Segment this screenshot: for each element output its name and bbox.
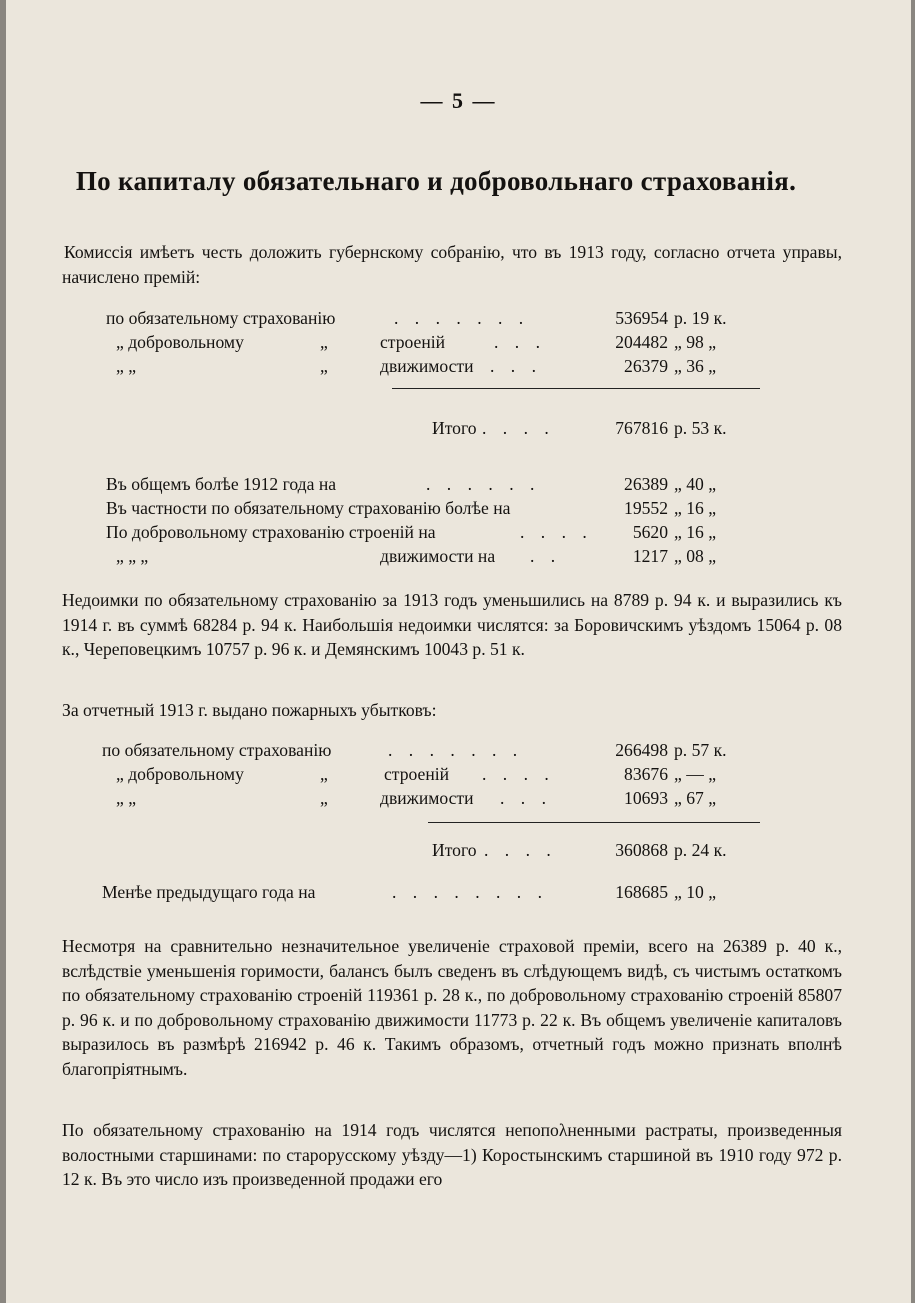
premium-amount: 204482 [615, 332, 668, 352]
premium-row [62, 308, 842, 332]
premium-total-row [62, 418, 842, 442]
comparison-amount: 5620 [632, 522, 668, 542]
comparison-amount: 19552 [624, 498, 668, 518]
total-unit: р. 53 к. [674, 418, 727, 438]
comparison-extra: движимости на [380, 546, 496, 566]
page-number: — 5 — [420, 88, 497, 113]
losses-label: по обязательному страхованію [102, 740, 332, 760]
losses-label: „ добровольному [116, 764, 244, 784]
losses-extra: строеній [384, 764, 450, 784]
total-dots: . . . . [482, 418, 555, 438]
premium-label: „ „ [116, 356, 137, 376]
total-label: Итого [432, 418, 477, 438]
final-text: По обязательному страхованію на 1914 годъ числятся непопολненными растраты, произведенныя волостными старшинами: по старорусскому уѣзду—1) Коростынскимъ старшиной въ 1910 году 972 р. 12 к. Въ это число изъ произведенной продажи его [62, 1120, 842, 1189]
total-amount: 360868 [615, 840, 668, 860]
losses-amount: 83676 [624, 764, 668, 784]
losses-unit: „ 67 „ [674, 788, 717, 808]
less-than-row [62, 882, 842, 906]
balance-paragraph [62, 934, 842, 1081]
premium-ditto: „ [320, 356, 328, 376]
total-label: Итого [432, 840, 477, 860]
premium-unit: „ 36 „ [674, 356, 717, 376]
comparison-amount: 1217 [632, 546, 668, 566]
losses-extra: движимости [380, 788, 474, 808]
losses-ditto: „ [320, 764, 328, 784]
premium-amount: 536954 [615, 308, 668, 328]
losses-row [62, 740, 842, 764]
comparison-label: Въ общемъ болѣе 1912 года на [106, 474, 337, 494]
losses-label: „ „ [116, 788, 137, 808]
comparison-dots: . . [530, 546, 562, 566]
comparison-amount: 26389 [624, 474, 668, 494]
total-unit: р. 24 к. [674, 840, 727, 860]
less-than-dots: . . . . . . . . [392, 882, 548, 902]
premium-row [62, 332, 842, 356]
intro-paragraph [62, 240, 842, 289]
losses-amount: 266498 [615, 740, 668, 760]
sum-rule [428, 822, 760, 823]
losses-amount: 10693 [624, 788, 668, 808]
comparison-row [62, 546, 842, 570]
losses-unit: р. 57 к. [674, 740, 727, 760]
premium-ditto: „ [320, 332, 328, 352]
premium-unit: „ 98 „ [674, 332, 717, 352]
premium-unit: р. 19 к. [674, 308, 727, 328]
losses-row [62, 788, 842, 812]
losses-total-row [62, 840, 842, 864]
arrears-text: Недоимки по обязательному страхованію за 1913 годъ уменьшились на 8789 р. 94 к. и выразились къ 1914 г. въ суммѣ 68284 р. 94 к. Наибольшія недоимки числятся: за Боровичскимъ уѣздомъ 15064 р. 08 к., Череповецкимъ 10757 р. 96 к. и Демянскимъ 10043 р. 51 к. [62, 590, 842, 659]
comparison-unit: „ 16 „ [674, 498, 717, 518]
arrears-paragraph [62, 588, 842, 662]
comparison-label: Въ частности по обязательному страхованію болѣе на [106, 498, 511, 518]
losses-row [62, 764, 842, 788]
losses-dots: . . . . . . . [388, 740, 524, 760]
less-than-label: Менѣе предыдущаго года на [102, 882, 316, 902]
comparison-dots: . . . . . . [426, 474, 541, 494]
comparison-label: По добровольному страхованію строеній на [106, 522, 436, 542]
premium-dots: . . . . . . . [394, 308, 530, 328]
total-amount: 767816 [615, 418, 668, 438]
comparison-unit: „ 16 „ [674, 522, 717, 542]
comparison-row [62, 474, 842, 498]
less-than-unit: „ 10 „ [674, 882, 717, 902]
section-heading: По капиталу обязательнаго и добровольнаго страхованія. [75, 166, 797, 196]
intro-text: Комиссія имѣетъ честь доложить губернскому собранію, что въ 1913 году, согласно отчета управы, начислено премій: [62, 242, 842, 287]
premium-extra: строеній [380, 332, 446, 352]
premium-extra: движимости [380, 356, 474, 376]
total-dots: . . . . [484, 840, 557, 860]
losses-ditto: „ [320, 788, 328, 808]
premium-dots: . . . [494, 332, 546, 352]
premium-row [62, 356, 842, 380]
losses-dots: . . . . [482, 764, 555, 784]
sum-rule [392, 388, 760, 389]
losses-unit: „ — „ [674, 764, 717, 784]
losses-intro [62, 698, 842, 723]
losses-intro-text: За отчетный 1913 г. выдано пожарныхъ убытковъ: [62, 700, 437, 720]
comparison-dots: . . . . [520, 522, 593, 542]
premium-label: по обязательному страхованію [106, 308, 336, 328]
comparison-unit: „ 08 „ [674, 546, 717, 566]
comparison-row [62, 498, 842, 522]
losses-dots: . . . [500, 788, 552, 808]
comparison-row [62, 522, 842, 546]
premium-label: „ добровольному [116, 332, 244, 352]
premium-amount: 26379 [624, 356, 668, 376]
comparison-unit: „ 40 „ [674, 474, 717, 494]
final-paragraph [62, 1118, 842, 1192]
document-page [6, 0, 911, 1303]
comparison-label: „ „ „ [116, 546, 149, 566]
premium-dots: . . . [490, 356, 542, 376]
balance-text: Несмотря на сравнительно незначительное увеличеніе страховой преміи, всего на 26389 р. 40 к., вслѣдствіе уменьшенія горимости, балансъ былъ сведенъ въ слѣдующемъ видѣ, съ чистымъ остаткомъ по обязательному страхованію строеній 119361 р. 28 к., по добровольному страхованію строеній 85807 р. 96 к. и по добровольному страхованію движимости 11773 р. 22 к. Въ общемъ увеличеніе капиталовъ выразилось въ размѣрѣ 216942 р. 46 к. Такимъ образомъ, отчетный годъ можно признать вполнѣ благопріятнымъ. [62, 936, 842, 1079]
less-than-amount: 168685 [615, 882, 668, 902]
